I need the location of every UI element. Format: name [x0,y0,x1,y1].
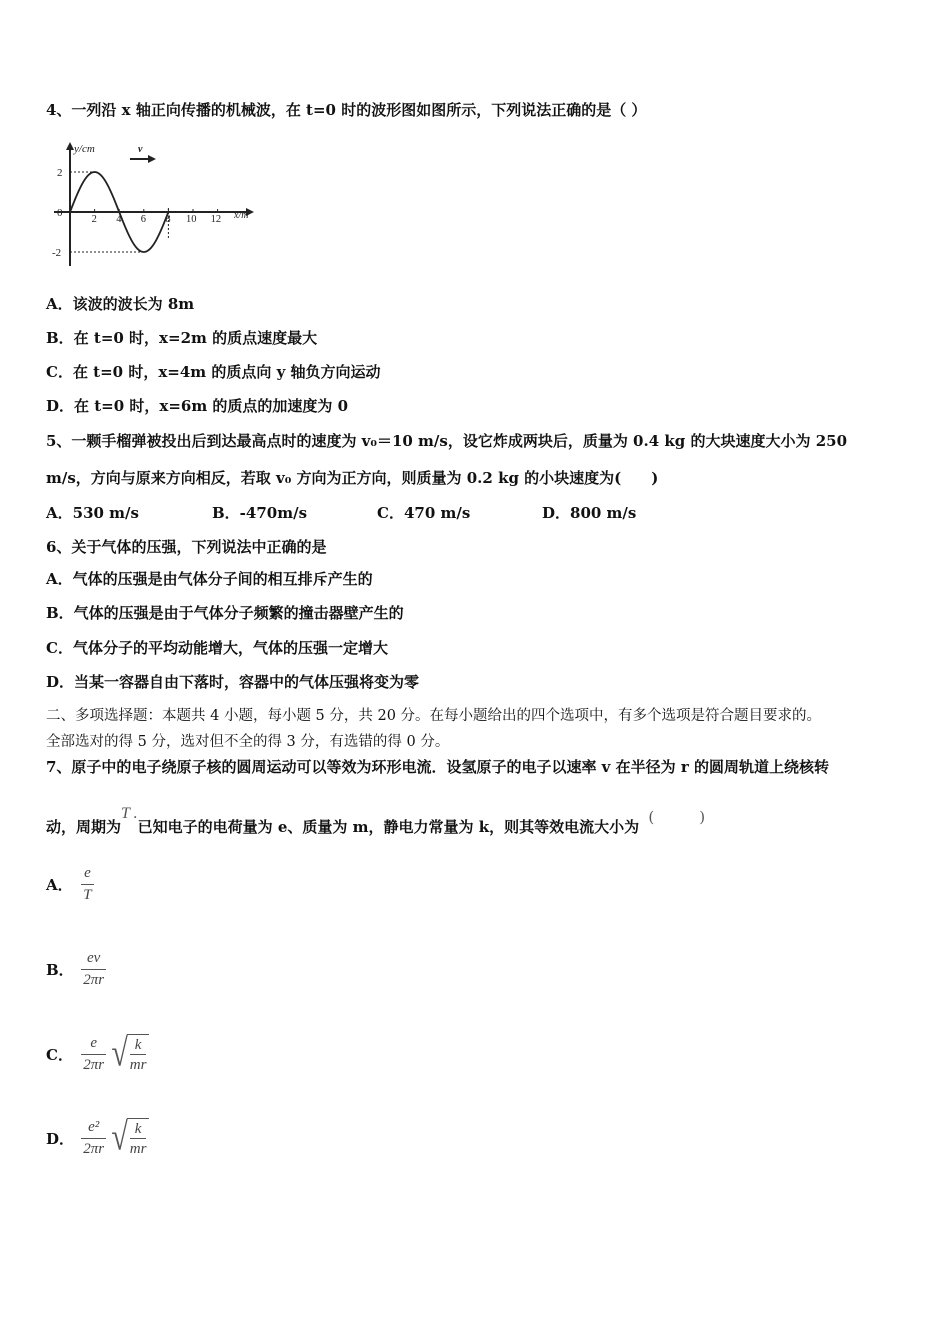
q4-option-a: A．该波的波长为 8m [46,295,195,313]
y-tick-label: 0 [57,207,63,219]
q7-option-d [46,1115,149,1159]
q4-option-c: C．在 t=0 时，x=4m 的质点向 y 轴负方向运动 [46,363,381,381]
q6-option-a: A．气体的压强是由气体分子间的相互排斥产生的 [46,570,373,588]
denominator: 2πr [81,969,106,989]
wave-chart [50,140,260,270]
q7-stem-line2 [46,805,706,838]
q6-option-b: B．气体的压强是由于气体分子频繁的撞击器壁产生的 [46,604,404,622]
numerator: k [134,1037,142,1053]
q5-option-c: C．470 m/s [377,504,471,522]
option-label: A． [46,876,73,894]
q7-option-b [46,950,106,989]
numerator: ev [87,950,101,966]
q7-period-symbol: T . [121,805,138,822]
q4-option-b: B．在 t=0 时，x=2m 的质点速度最大 [46,329,318,347]
y-tick-label: -2 [52,247,62,259]
q7-line2-b: 已知电子的电荷量为 e、质量为 m，静电力常量为 k，则其等效电流大小为 [137,818,640,836]
q4-stem: 4、一列沿 x 轴正向传播的机械波，在 t=0 时的波形图如图所示，下列说法正确的是（ ） [46,101,647,119]
x-tick-label: 10 [186,214,197,225]
velocity-label: v [138,144,143,155]
y-axis-label: y/cm [74,143,95,155]
denominator: 2πr [81,1138,106,1158]
numerator: e [90,1034,97,1051]
q5-stem-line1: 5、一颗手榴弹被投出后到达最高点时的速度为 v₀＝10 m/s，设它炸成两块后，质量为 0.4 kg 的大块速度大小为 250 [46,432,848,450]
q6-option-d: D．当某一容器自由下落时，容器中的气体压强将变为零 [46,673,420,691]
q5-option-b: B．-470m/s [212,504,308,522]
radical-sign: √ [111,1031,128,1075]
denominator: T [81,884,93,904]
q6-stem: 6、关于气体的压强，下列说法中正确的是 [46,538,327,556]
q6-option-c: C．气体分子的平均动能增大，气体的压强一定增大 [46,639,388,657]
velocity-arrow-head [148,155,156,163]
option-label: D． [46,1129,75,1148]
sqrt-k-over-mr [111,1115,149,1159]
y-tick-label: 2 [57,167,63,179]
q4-option-d: D．在 t=0 时，x=6m 的质点的加速度为 0 [46,397,349,415]
fraction-e2-over-2pir [81,1119,106,1158]
fraction-ev-over-2pir [81,950,106,989]
denominator: mr [130,1138,147,1158]
q7-line2-a: 动，周期为 [46,818,122,836]
fraction-e-over-T [81,865,93,904]
q7-option-a [46,865,94,904]
denominator: mr [130,1054,147,1074]
y-axis-arrow [66,142,74,150]
numerator: e² [88,1118,100,1135]
numerator: e [84,865,91,881]
section2-line2: 全部选对的得 5 分，选对但不全的得 3 分，有选错的得 0 分。 [46,734,450,750]
denominator: 2πr [81,1054,106,1074]
x-axis-label: x/m [234,210,249,221]
fraction-e-over-2pir [81,1035,106,1074]
x-tick-label: 8 [165,214,171,225]
numerator: k [134,1121,142,1137]
q5-option-d: D．800 m/s [542,504,637,522]
q7-answer-paren: ( ) [648,808,706,826]
section2-line1: 二、多项选择题：本题共 4 小题，每小题 5 分，共 20 分。在每小题给出的四个选项中，有多个选项是符合题目要求的。 [46,708,822,724]
q7-stem-line1: 7、原子中的电子绕原子核的圆周运动可以等效为环形电流．设氢原子的电子以速率 v 在半径为 r 的圆周轨道上绕核转 [46,758,829,776]
sqrt-k-over-mr [111,1031,149,1075]
x-tick-label: 6 [140,214,147,225]
x-tick-label: 4 [116,214,122,225]
radical-sign: √ [111,1115,128,1159]
q5-stem-line2: m/s，方向与原来方向相反，若取 v₀ 方向为正方向，则质量为 0.2 kg 的小块速度为( ) [46,469,659,487]
option-label: C． [46,1045,73,1064]
q5-option-a: A．530 m/s [46,504,139,522]
x-tick-label: 12 [210,214,222,225]
x-tick-label: 2 [91,214,97,225]
q7-option-c [46,1031,149,1075]
option-label: B． [46,961,74,979]
